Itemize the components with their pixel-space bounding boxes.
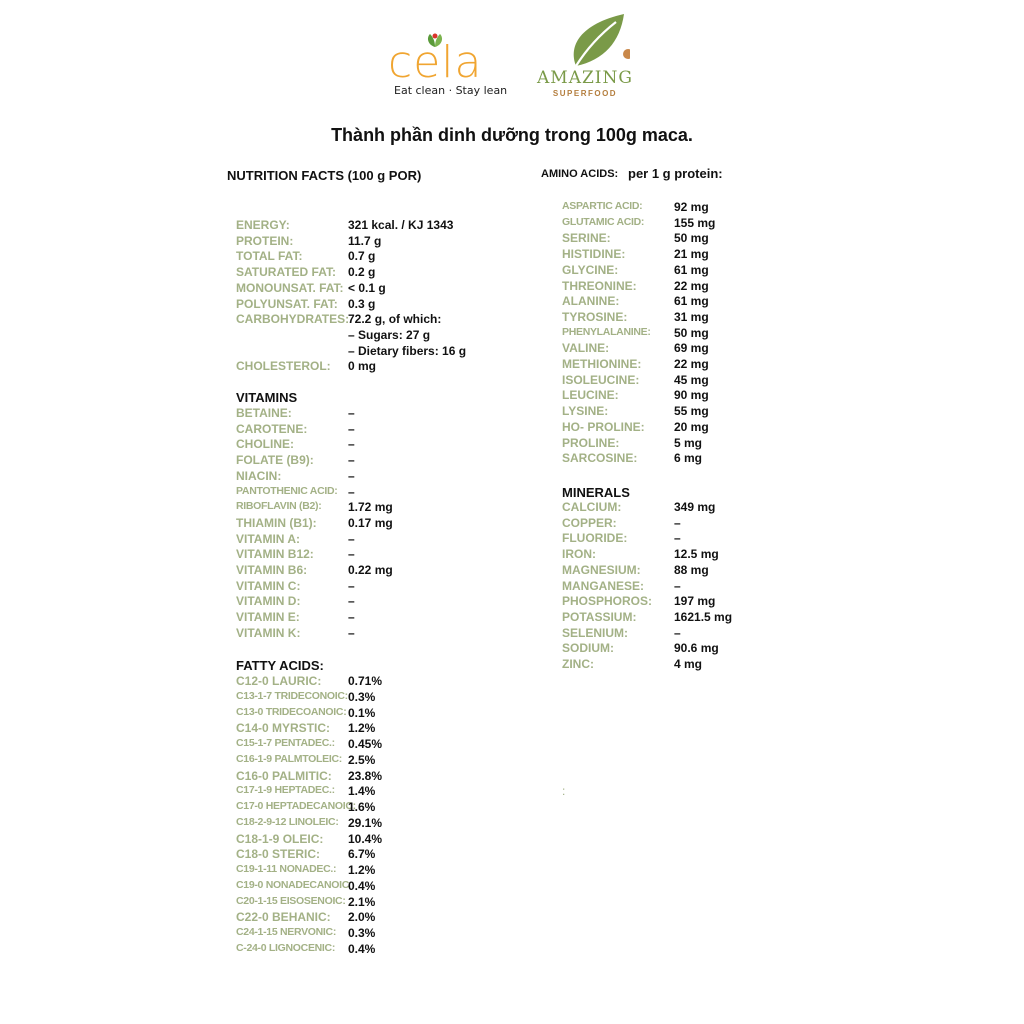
nutrient-label: C18-1-9 OLEIC: <box>236 831 324 846</box>
nutrient-label: C13-0 TRIDECOANOIC: <box>236 705 347 718</box>
nutrient-value: 0.22 mg <box>348 563 393 577</box>
nutrient-value: 50 mg <box>674 231 709 246</box>
superfood-logo-text: SUPERFOOD <box>552 89 618 98</box>
nutrient-label: PROLINE: <box>562 435 620 450</box>
nutrient-label: THIAMIN (B1): <box>236 515 317 530</box>
nutrient-value: 29.1% <box>348 815 383 830</box>
nutrient-label: C19-1-11 NONADEC.: <box>236 863 337 875</box>
nutrient-value: 0.17 mg <box>348 515 393 530</box>
nutrient-value: 69 mg <box>674 341 709 356</box>
nutrient-label: CHOLESTEROL: <box>236 359 331 374</box>
nutrient-value: 2.5% <box>348 752 376 767</box>
nutrient-value: – <box>348 484 355 499</box>
stray-mark: : <box>562 784 566 798</box>
nutrient-label: IRON: <box>562 547 596 562</box>
nutrient-label: MONOUNSAT. FAT: <box>236 280 344 295</box>
cela-logo <box>388 37 508 100</box>
nutrient-label: VITAMIN K: <box>236 625 301 640</box>
nutrient-label: SODIUM: <box>562 641 614 656</box>
nutrient-value: 6.7% <box>348 847 376 862</box>
nutrient-value: 1621.5 mg <box>674 609 733 624</box>
nutrient-label: COPPER: <box>562 515 617 530</box>
nutrient-value: – <box>674 625 681 640</box>
nutrient-value: 0 mg <box>348 359 377 374</box>
nutrient-value: 11.7 g <box>348 233 382 248</box>
nutrient-value: – <box>348 578 355 593</box>
nutrient-value: 0.3% <box>348 689 376 704</box>
nutrient-value: 90 mg <box>674 388 709 403</box>
nutrient-value: 2.1% <box>348 894 376 909</box>
amazing-superfood-logo <box>530 12 640 102</box>
nutrient-label: HISTIDINE: <box>562 247 626 262</box>
nutrient-label: C12-0 LAURIC: <box>236 674 322 688</box>
nutrient-value: 5 mg <box>674 435 703 450</box>
nutrient-label: TOTAL FAT: <box>236 249 303 264</box>
nutrient-value: – <box>348 610 355 625</box>
nutrient-label: PHOSPHOROS: <box>562 594 653 609</box>
nutrient-value: 1.2% <box>348 721 376 736</box>
nutrient-label: PANTOTHENIC ACID: <box>236 484 338 497</box>
nutrient-value: 92 mg <box>674 200 709 214</box>
nutrient-label: C15-1-7 PENTADEC.: <box>236 737 335 749</box>
nutrient-label: C17-0 HEPTADECANOIC: <box>236 800 356 812</box>
nutrient-label: ASPARTIC ACID: <box>562 200 643 212</box>
nutrient-value: 1.72 mg <box>348 500 393 515</box>
nutrient-label: VITAMIN C: <box>236 578 301 593</box>
nutrient-value: 1.6% <box>348 800 376 814</box>
nutrient-value: 0.4% <box>348 941 376 956</box>
nutrient-value: 197 mg <box>674 594 716 609</box>
nutrient-label: ZINC: <box>562 657 594 671</box>
nutrient-label: NIACIN: <box>236 468 282 483</box>
fatty-acids-heading: FATTY ACIDS: <box>236 658 324 673</box>
page-title: Thành phần dinh dưỡng trong 100g maca. <box>331 125 693 145</box>
nutrient-label: LYSINE: <box>562 404 609 419</box>
nutrient-value: 0.45% <box>348 737 383 751</box>
nutrient-value: 45 mg <box>674 372 709 387</box>
nutrient-label: C22-0 BEHANIC: <box>236 910 331 925</box>
nutrient-value: – <box>348 421 355 436</box>
nutrient-label: VITAMIN B6: <box>236 563 308 577</box>
nutrient-label: ISOLEUCINE: <box>562 372 640 387</box>
nutrient-value: 20 mg <box>674 419 709 434</box>
nutrient-value: – <box>348 453 355 468</box>
per-protein-header: per 1 g protein: <box>628 166 723 181</box>
nutrient-value: – <box>348 468 355 483</box>
nutrient-value: 31 mg <box>674 309 709 324</box>
nutrient-value: 61 mg <box>674 294 709 309</box>
nutrient-value: 1.2% <box>348 863 376 877</box>
nutrient-value: – <box>348 625 355 640</box>
nutrient-label: GLUTAMIC ACID: <box>562 215 645 228</box>
nutrient-label: ALANINE: <box>562 294 620 309</box>
nutrient-label: C19-0 NONADECANOIC <box>236 878 350 891</box>
nutrient-label: SERINE: <box>562 231 611 246</box>
nutrient-value: 22 mg <box>674 357 709 371</box>
nutrient-label: THREONINE: <box>562 278 637 293</box>
nutrient-value: – <box>348 406 355 420</box>
nutrient-label: C-24-0 LIGNOCENIC: <box>236 941 336 954</box>
nutrient-value: 0.71% <box>348 674 383 688</box>
nutrient-value: – <box>348 531 355 546</box>
nutrient-label: VITAMIN A: <box>236 531 300 546</box>
nutrient-value: 88 mg <box>674 562 709 577</box>
nutrient-label: C20-1-15 EISOSENOIC: <box>236 894 346 907</box>
amino-acids-header: AMINO ACIDS: <box>541 168 619 180</box>
minerals-heading: MINERALS <box>562 485 630 500</box>
nutrient-value: 0.2 g <box>348 265 376 280</box>
nutrient-label: POTASSIUM: <box>562 609 637 624</box>
nutrient-label: SARCOSINE: <box>562 451 638 466</box>
cela-logo-text: cela <box>388 37 483 88</box>
nutrient-label: PHENYLALANINE: <box>562 325 651 338</box>
nutrient-label: CARBOHYDRATES: <box>236 312 350 327</box>
nutrient-value: 2.0% <box>348 910 376 925</box>
nutrient-label: METHIONINE: <box>562 357 642 371</box>
nutrient-label: POLYUNSAT. FAT: <box>236 296 338 311</box>
nutrient-label: C14-0 MYRSTIC: <box>236 721 331 736</box>
nutrient-value: – <box>348 437 355 452</box>
nutrient-label: C16-1-9 PALMTOLEIC: <box>236 752 342 765</box>
nutrient-label: SATURATED FAT: <box>236 265 336 280</box>
nutrient-value: – <box>674 515 681 530</box>
nutrient-label: TYROSINE: <box>562 309 628 324</box>
nutrient-value: 6 mg <box>674 451 703 466</box>
nutrient-label: MAGNESIUM: <box>562 562 641 577</box>
nutrient-value: 155 mg <box>674 215 716 230</box>
nutrient-label: LEUCINE: <box>562 388 619 403</box>
nutrient-value: – <box>674 578 681 593</box>
nutrient-label: C16-0 PALMITIC: <box>236 768 332 783</box>
nutrient-value: 321 kcal. / KJ 1343 <box>348 218 454 232</box>
nutrient-label: MANGANESE: <box>562 578 645 593</box>
nutrient-label: C18-2-9-12 LINOLEIC: <box>236 815 339 828</box>
nutrient-label: C24-1-15 NERVONIC: <box>236 926 337 938</box>
nutrient-label: C13-1-7 TRIDECONOIC: <box>236 689 348 702</box>
nutrient-label: ENERGY: <box>236 218 290 232</box>
leaf-icon <box>550 12 630 70</box>
nutrient-value: 12.5 mg <box>674 547 719 562</box>
nutrient-value: 10.4% <box>348 831 383 846</box>
nutrient-value: 21 mg <box>674 247 709 262</box>
nutrient-value: – Dietary fibers: 16 g <box>348 343 467 358</box>
nutrient-value: 1.4% <box>348 784 376 799</box>
nutrient-label: VITAMIN E: <box>236 610 300 625</box>
nutrient-value: 0.7 g <box>348 249 376 264</box>
nutrient-value: 72.2 g, of which: <box>348 312 442 327</box>
nutrient-label: VALINE: <box>562 341 610 356</box>
nutrient-value: 90.6 mg <box>674 641 719 656</box>
nutrient-value: – Sugars: 27 g <box>348 327 431 342</box>
nutrient-value: 23.8% <box>348 768 383 783</box>
cela-tagline: Eat clean · Stay lean <box>394 84 508 97</box>
nutrient-value: 50 mg <box>674 325 709 340</box>
nutrient-label: VITAMIN B12: <box>236 547 314 562</box>
nutrient-label: FLUORIDE: <box>562 531 628 546</box>
nutrient-label: C17-1-9 HEPTADEC.: <box>236 784 335 797</box>
nutrient-value: < 0.1 g <box>348 280 386 295</box>
nutrient-value: 0.3% <box>348 926 376 940</box>
vitamins-heading: VITAMINS <box>236 390 298 405</box>
nutrient-value: 61 mg <box>674 262 709 277</box>
nutrient-label: PROTEIN: <box>236 233 294 248</box>
nutrient-label: BETAINE: <box>236 406 292 420</box>
nutrient-label: VITAMIN D: <box>236 594 301 609</box>
nutrient-value: – <box>348 547 355 562</box>
nutrient-value: 349 mg <box>674 500 716 514</box>
nutrient-label: CAROTENE: <box>236 421 308 436</box>
nutrient-value: – <box>348 594 355 609</box>
nutrient-label: GLYCINE: <box>562 262 619 277</box>
nutrient-value: 22 mg <box>674 278 709 293</box>
nutrient-value: 0.3 g <box>348 296 376 311</box>
nutrient-label: CHOLINE: <box>236 437 294 452</box>
nutrient-label: CALCIUM: <box>562 500 622 514</box>
nutrient-label: FOLATE (B9): <box>236 453 314 468</box>
nutrient-label: RIBOFLAVIN (B2): <box>236 500 322 513</box>
nutrient-value: 4 mg <box>674 657 703 671</box>
amazing-logo-text: AMAZING <box>537 68 633 88</box>
nutrient-value: – <box>674 531 681 546</box>
nutrient-label: C18-0 STERIC: <box>236 847 321 862</box>
nutrient-label: HO- PROLINE: <box>562 419 645 434</box>
nutrient-label: SELENIUM: <box>562 625 628 640</box>
nutrient-value: 55 mg <box>674 404 709 419</box>
nutrient-value: 0.4% <box>348 878 376 893</box>
nutrient-value: 0.1% <box>348 705 376 720</box>
nutrition-facts-header: NUTRITION FACTS (100 g POR) <box>227 168 422 183</box>
